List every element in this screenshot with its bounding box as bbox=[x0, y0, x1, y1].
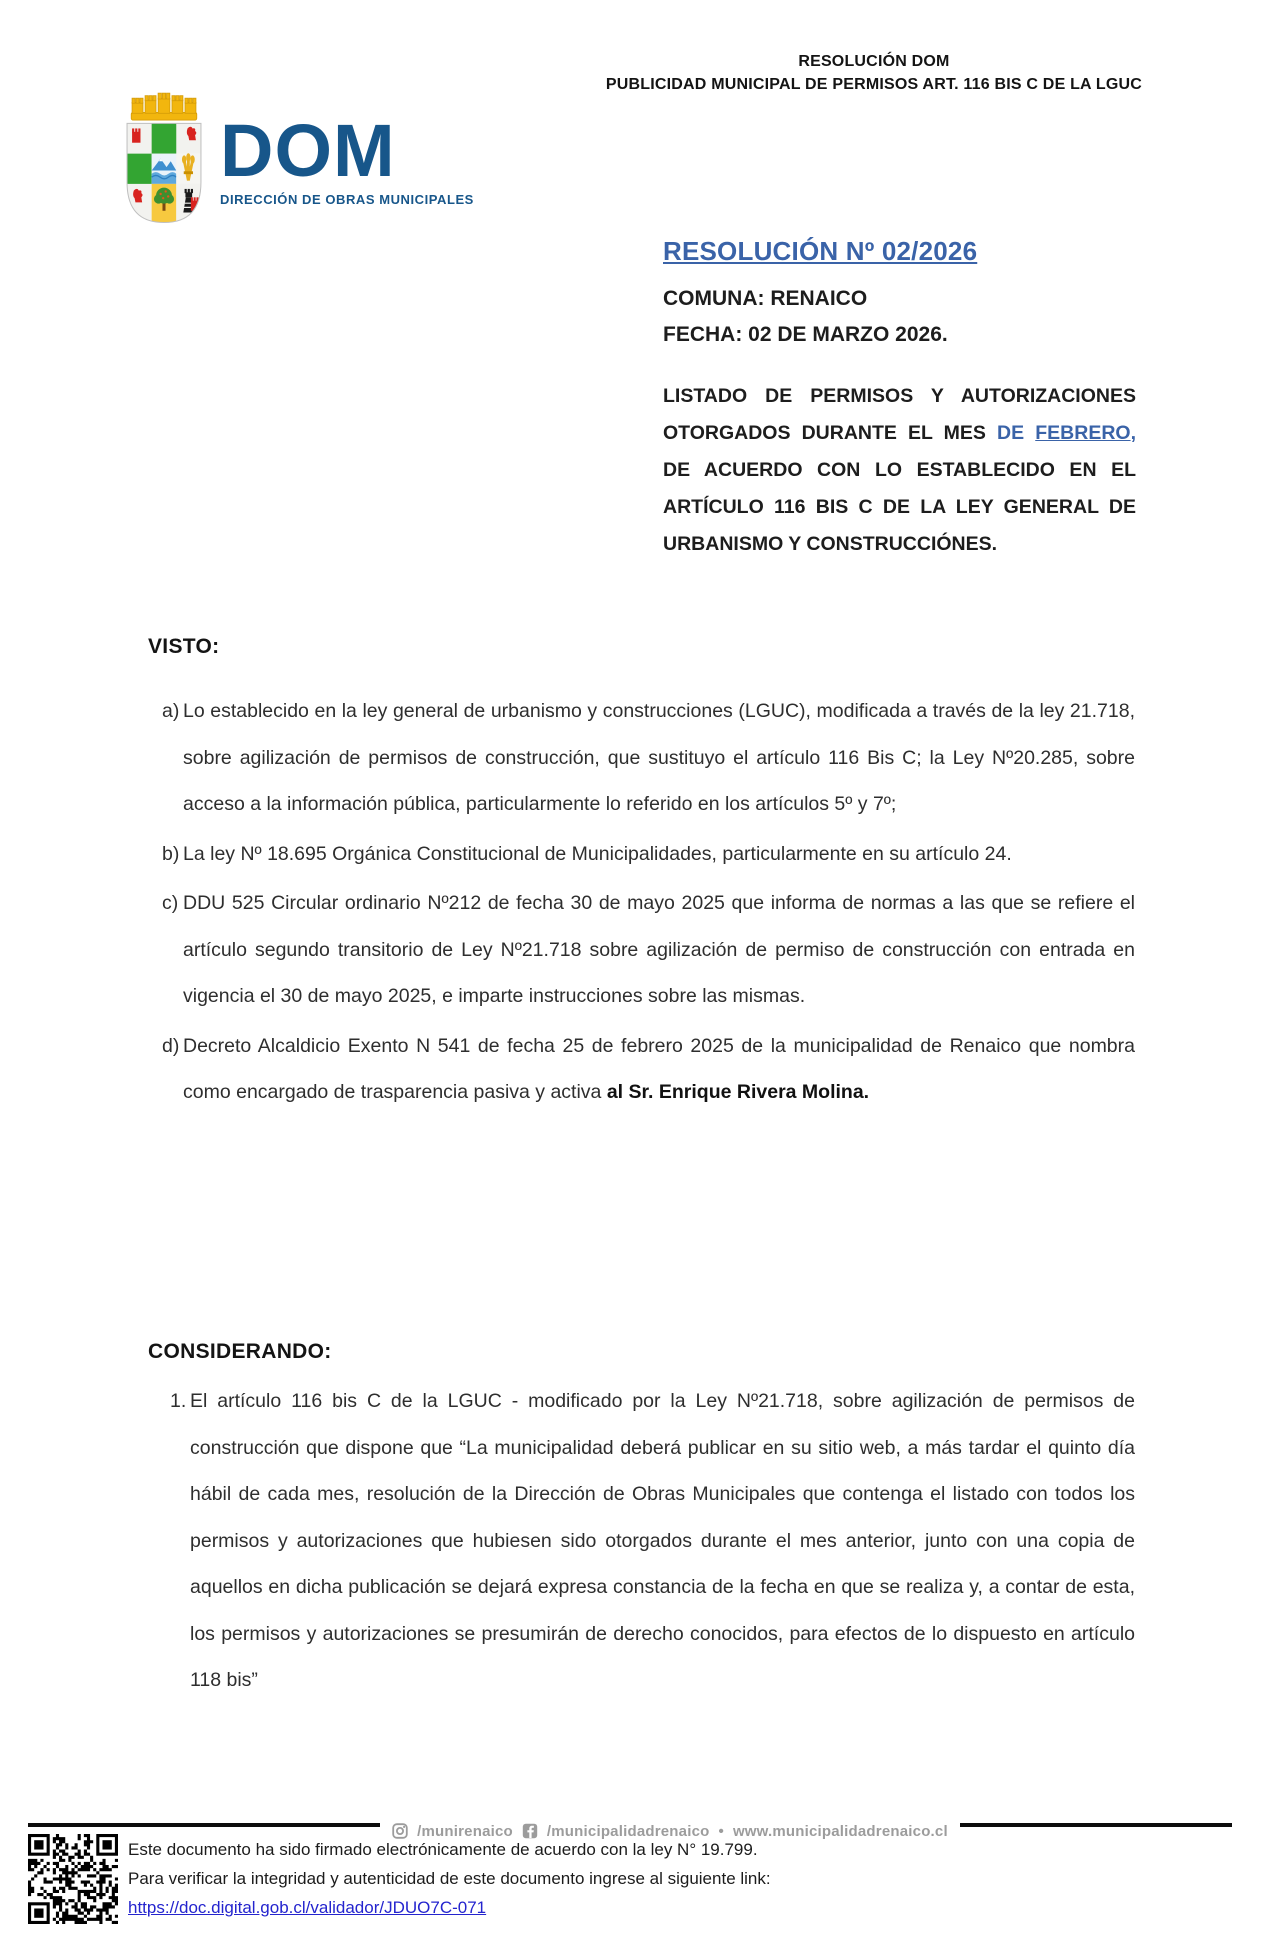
list-marker-c: c) bbox=[162, 892, 179, 914]
facebook-handle: /municipalidadrenaico bbox=[546, 1822, 710, 1840]
considerando-item-1 bbox=[148, 1378, 1135, 1704]
renaico-coat-of-arms-icon bbox=[122, 88, 206, 226]
visto-item-d bbox=[148, 1023, 1135, 1116]
visto-item-c bbox=[148, 880, 1135, 1020]
signature-line-2: Para verificar la integridad y autenticidad de este documento ingrese al siguiente link: bbox=[128, 1869, 771, 1888]
document-header bbox=[606, 50, 1142, 96]
social-separator: • bbox=[718, 1822, 724, 1840]
dom-subtitle: DIRECCIÓN DE OBRAS MUNICIPALES bbox=[220, 192, 474, 207]
red-tower-icon bbox=[132, 128, 140, 142]
landscape-quarter bbox=[152, 154, 177, 184]
header-line-1: RESOLUCIÓN DOM bbox=[798, 53, 950, 70]
footer-social-row bbox=[65, 1820, 1275, 1842]
comuna-line: COMUNA: RENAICO bbox=[663, 287, 868, 310]
visto-item-b-text: La ley Nº 18.695 Orgánica Constitucional de Municipalidades, particularmente en su artículo 24. bbox=[183, 842, 1012, 865]
dom-acronym: DOM bbox=[220, 109, 396, 192]
intro-month-suffix: , bbox=[1130, 422, 1136, 444]
list-marker-a: a) bbox=[162, 700, 180, 722]
wheat-sheaf-quarter bbox=[176, 153, 201, 184]
list-marker-b: b) bbox=[162, 842, 180, 865]
dom-wordmark bbox=[220, 109, 474, 207]
orange-tree-quarter bbox=[152, 184, 177, 223]
considerando-heading: CONSIDERANDO: bbox=[148, 1340, 332, 1363]
signature-line-1: Este documento ha sido firmado electrónicamente de acuerdo con la ley N° 19.799. bbox=[128, 1840, 758, 1859]
qr-code bbox=[28, 1834, 118, 1924]
instagram-handle: /munirenaico bbox=[417, 1822, 513, 1840]
considerando-item-1-text: El artículo 116 bis C de la LGUC - modificado por la Ley Nº21.718, sobre agilización de permisos de construcción que dispone que “La municipalidad deberá publicar en su sitio web, a más tardar el quinto día hábil de cada mes, resolución de la Dirección de Obras Municipales que contenga el listado con todos los permisos y autorizaciones que hubiesen sido otorgados durante el mes anterior, junto con una copia de aquellos en dicha publicación se dejará expresa constancia de la fecha en que se realiza y, a contar de esta, los permisos y autorizaciones se presumirán de derecho conocidos, para efectos de lo dispuesto en artículo 118 bis” bbox=[190, 1390, 1135, 1691]
intro-month-prefix: DE bbox=[997, 422, 1036, 444]
visto-item-a bbox=[148, 688, 1135, 828]
list-marker-d: d) bbox=[162, 1034, 180, 1057]
list-marker-1: 1. bbox=[170, 1390, 187, 1412]
header-line-2: PUBLICIDAD MUNICIPAL DE PERMISOS ART. 116 BIS C DE LA LGUC bbox=[605, 76, 1142, 93]
visto-item-a-text: Lo establecido en la ley general de urbanismo y construcciones (LGUC), modificada a través de la ley 21.718, sobre agilización de permisos de construcción, que sustituyo el artículo 116 Bis C; la Ley Nº20.285, sobre acceso a la información pública, particularmente lo referido en los artículos 5º y 7º; bbox=[183, 700, 1135, 815]
visto-list bbox=[148, 688, 1135, 1119]
resolution-number-link[interactable]: RESOLUCIÓN Nº 02/2026 bbox=[663, 236, 978, 266]
dom-logo bbox=[122, 88, 474, 226]
intro-text-pre: LISTADO DE PERMISOS Y AUTORIZACIONES OTORGADOS DURANTE EL MES bbox=[663, 385, 1136, 444]
considerando-list bbox=[148, 1378, 1135, 1707]
intro-paragraph bbox=[663, 378, 1136, 563]
title-block bbox=[663, 236, 977, 353]
visto-item-b bbox=[148, 831, 1135, 878]
facebook-icon bbox=[522, 1823, 538, 1839]
visto-item-d-text: Decreto Alcaldicio Exento N 541 de fecha 25 de febrero 2025 de la municipalidad de Renaico que nombra como encargado de trasparencia pasiva y activa bbox=[183, 1034, 1135, 1103]
validation-link[interactable]: https://doc.digital.gob.cl/validador/JDUO7C-071 bbox=[128, 1898, 487, 1917]
instagram-icon bbox=[392, 1823, 408, 1839]
mural-crown-icon bbox=[131, 93, 197, 120]
intro-text-post: DE ACUERDO CON LO ESTABLECIDO EN EL ARTÍCULO 116 BIS C DE LA LEY GENERAL DE URBANISMO Y CONSTRUCCIÓNES. bbox=[663, 459, 1136, 555]
intro-month-link[interactable]: FEBRERO bbox=[1035, 422, 1131, 444]
fecha-line: FECHA: 02 DE MARZO 2026. bbox=[663, 323, 948, 346]
visto-item-d-bold: al Sr. Enrique Rivera Molina. bbox=[606, 1081, 870, 1103]
visto-heading: VISTO: bbox=[148, 635, 220, 658]
visto-item-c-text: DDU 525 Circular ordinario Nº212 de fecha 30 de mayo 2025 que informa de normas a las que se refiere el artículo segundo transitorio de Ley Nº21.718 sobre agilización de permiso de construcción con entrada en vigencia el 30 de mayo 2025, e imparte instrucciones sobre las mismas. bbox=[183, 892, 1135, 1007]
website-url: www.municipalidadrenaico.cl bbox=[732, 1822, 948, 1840]
